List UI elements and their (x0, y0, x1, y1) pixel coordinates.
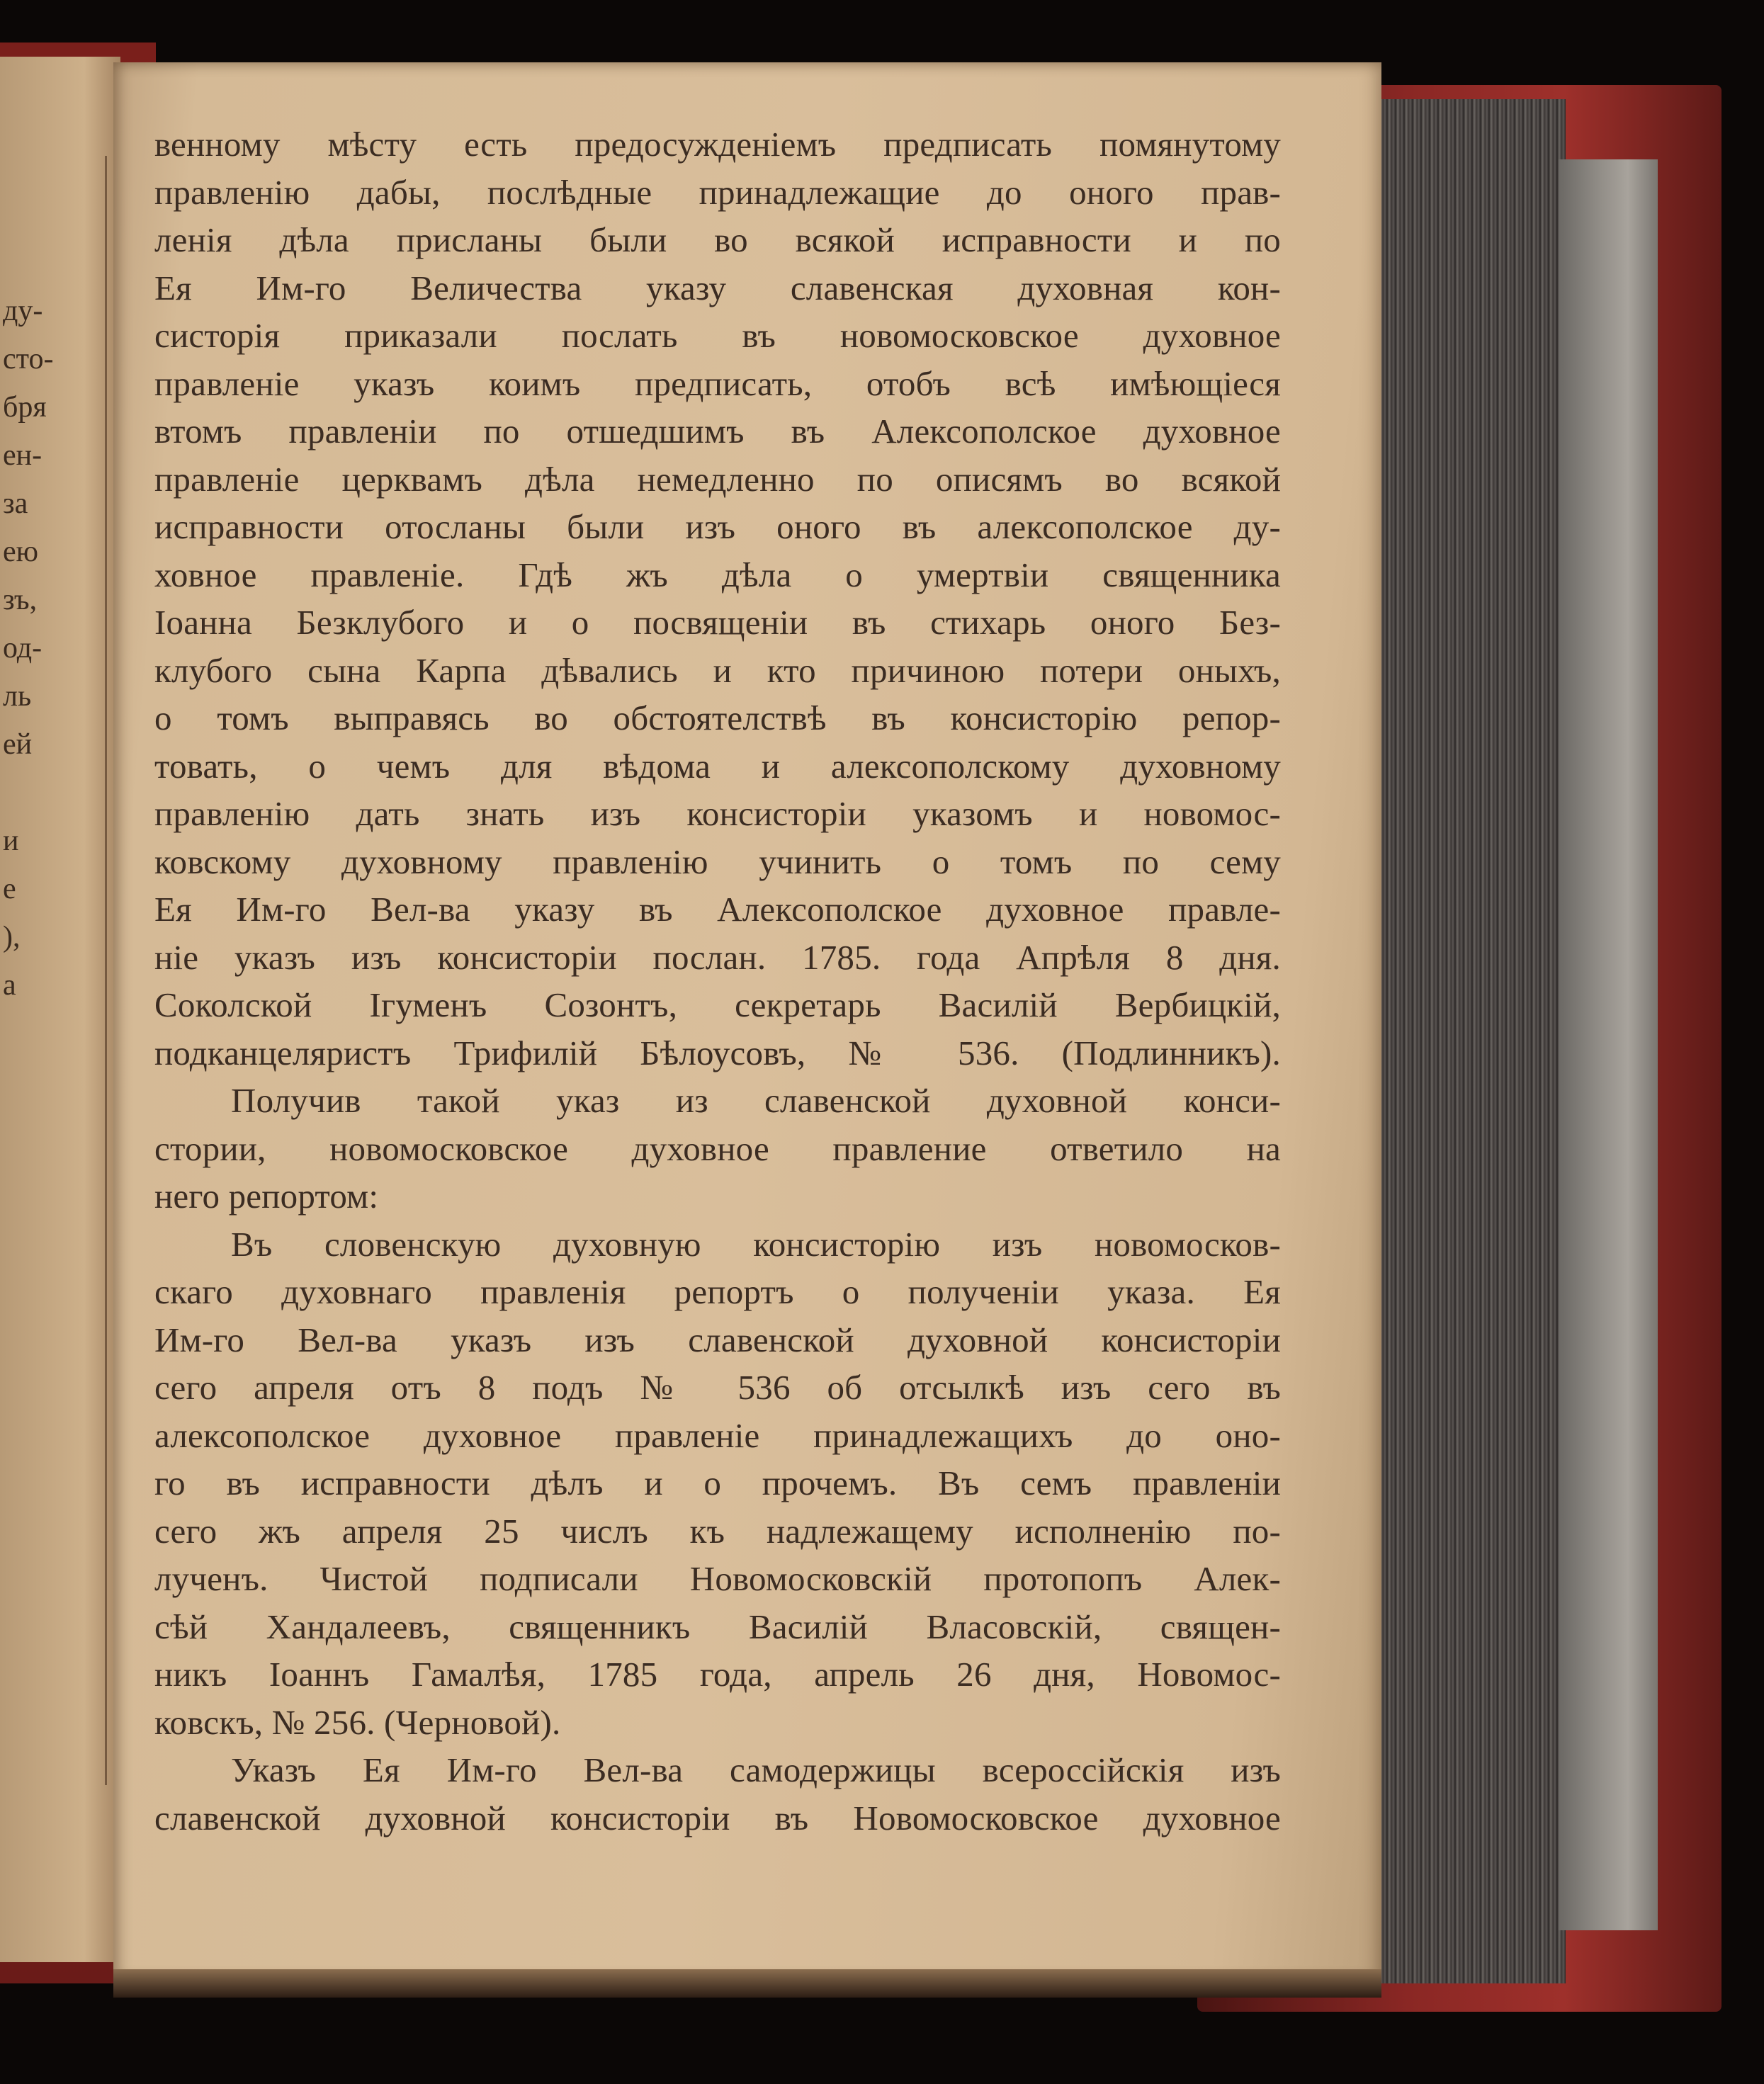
text-line: правленію дать знать изъ консисторіи указомъ и новомос- (154, 794, 1281, 833)
text-line: систорія приказали послать въ новомосковское духовное (154, 316, 1281, 355)
text-line: Ея Им-го Величества указу славенская духовная кон- (154, 268, 1281, 307)
left-fragment: сто- (3, 343, 54, 375)
left-fragment: ен- (3, 439, 43, 472)
page-edges-light (1559, 159, 1658, 1930)
text-line: правленіе указъ коимъ предписать, отобъ всѣ имѣющіеся (154, 363, 1281, 403)
text-line: Им-го Вел-ва указъ изъ славенской духовной консисторіи (154, 1320, 1281, 1359)
text-line: ленія дѣла присланы были во всякой исправности и по (154, 220, 1281, 259)
gutter-shadow (105, 156, 114, 1785)
left-fragment (3, 769, 95, 817)
left-fragment: за (3, 487, 28, 520)
text-line: сего жъ апреля 25 числъ къ надлежащему исполненію по- (154, 1511, 1281, 1551)
text-line: правленіе церквамъ дѣла немедленно по описямъ во всякой (154, 459, 1281, 499)
text-line: Соколской Ігуменъ Созонтъ, секретарь Василій Вербицкій, (154, 985, 1281, 1024)
left-fragment: е (3, 873, 16, 905)
left-fragment: зъ, (3, 584, 38, 616)
text-line: ховное правленіе. Гдѣ жъ дѣла о умертвіи священника (154, 555, 1281, 594)
page-bottom-edge (113, 1969, 1381, 1998)
text-line: сѣй Хандалеевъ, священникъ Василій Власовскій, священ- (154, 1607, 1281, 1646)
text-line: венному мѣсту есть предосужденіемъ предписать помянутому (154, 125, 1281, 164)
paragraph-start-line: Указъ Ея Им-го Вел-ва самодержицы всероссійскія изъ (231, 1750, 1281, 1789)
text-line: Ея Им-го Вел-ва указу въ Алексополское духовное правле- (154, 890, 1281, 929)
text-line: клубого сына Карпа дѣвались и кто причиною потери оныхъ, (154, 650, 1281, 690)
left-fragment: бря (3, 391, 47, 424)
text-line: ніе указъ изъ консисторіи послан. 1785. года Апрѣля 8 дня. (154, 937, 1281, 977)
left-fragment: ей (3, 728, 33, 761)
paragraph-start-line: Получив такой указ из славенской духовной конси- (231, 1081, 1281, 1120)
text-line: го въ исправности дѣлъ и о прочемъ. Въ семъ правленіи (154, 1463, 1281, 1502)
text-line: лученъ. Чистой подписали Новомосковскій протопопъ Алек- (154, 1559, 1281, 1598)
left-fragment: ), (3, 921, 21, 953)
text-line: подканцеляристъ Трифилій Бѣлоусовъ, № 536. (Подлинникъ). (154, 1033, 1281, 1072)
left-fragment: од- (3, 632, 43, 664)
text-line: скаго духовнаго правленія репортъ о полученіи указа. Ея (154, 1272, 1281, 1311)
text-line: товать, о чемъ для вѣдома и алексополскому духовному (154, 746, 1281, 786)
text-line: стории, новомосковское духовное правление ответило на (154, 1128, 1281, 1168)
text-line: никъ Іоаннъ Гамалѣя, 1785 года, апрель 26 дня, Новомос- (154, 1655, 1281, 1694)
text-line: алексополское духовное правленіе принадлежащихъ до оно- (154, 1415, 1281, 1455)
left-fragment: ль (3, 680, 32, 713)
paragraph-end-line: ковскъ, № 256. (Черновой). (154, 1702, 561, 1742)
text-line: о томъ выправясь во обстоятелствѣ въ консисторію репор- (154, 698, 1281, 737)
text-line: Іоанна Безклубого и о посвященіи въ стихарь оного Без- (154, 603, 1281, 642)
text-line: ковскому духовному правленію учинить о томъ по сему (154, 842, 1281, 881)
paragraph-end-line: него репортом: (154, 1177, 379, 1216)
text-line: сего апреля отъ 8 подъ № 536 об отсылкѣ изъ сего въ (154, 1368, 1281, 1407)
text-line: правленію дабы, послѣдные принадлежащие до оного прав- (154, 172, 1281, 212)
left-fragment: и (3, 825, 19, 857)
left-fragment: ею (3, 536, 39, 568)
page-body-text (154, 120, 1281, 1842)
left-fragment: а (3, 969, 16, 1002)
paragraph-start-line: Въ словенскую духовную консисторію изъ новомосков- (231, 1224, 1281, 1264)
text-line: исправности отосланы были изъ оного въ алексополское ду- (154, 507, 1281, 546)
text-line: втомъ правленіи по отшедшимъ въ Алексополское духовное (154, 412, 1281, 451)
left-fragment: ду- (3, 295, 43, 327)
text-line: славенской духовной консисторіи въ Новомосковское духовное (154, 1798, 1281, 1837)
left-page-text-fragments (3, 287, 95, 1009)
